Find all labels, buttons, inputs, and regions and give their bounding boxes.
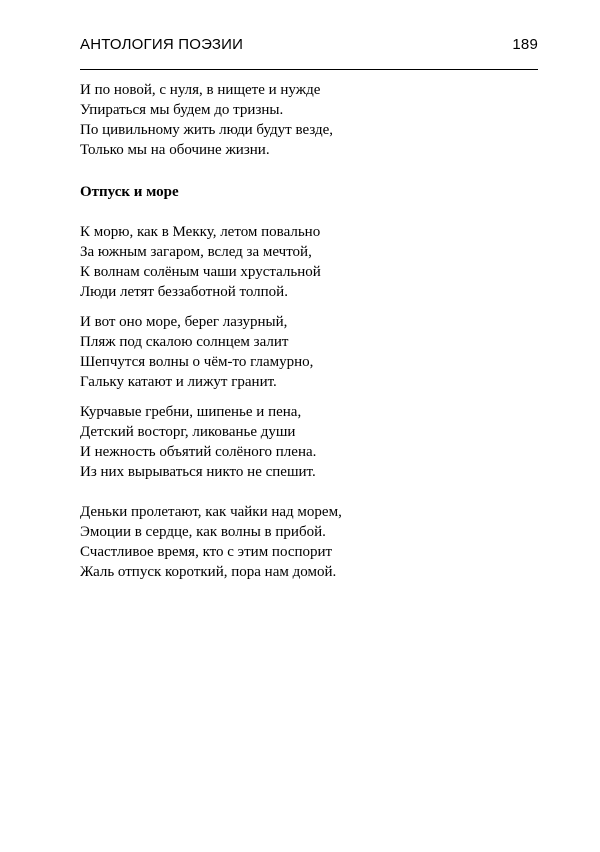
poem-title: Отпуск и море <box>80 184 179 200</box>
poem-line: Эмоции в сердце, как волны в прибой. <box>80 524 326 540</box>
poem-line: Из них вырываться никто не спешит. <box>80 464 316 480</box>
poem-line: По цивильному жить люди будут везде, <box>80 122 334 138</box>
stanza-2 <box>80 312 550 392</box>
running-title: АНТОЛОГИЯ ПОЭЗИИ <box>80 36 244 53</box>
poem-line: Шепчутся волны о чём-то гламурно, <box>80 354 314 370</box>
stanza-3 <box>80 402 550 482</box>
page-header <box>80 36 538 58</box>
poem-line: Только мы на обочине жизни. <box>80 142 270 158</box>
poem-line: Счастливое время, кто с этим поспорит <box>80 544 333 560</box>
poem-line: Люди летят беззаботной толпой. <box>80 284 288 300</box>
poem-line: К волнам солёным чаши хрустальной <box>80 264 321 280</box>
header-rule <box>80 69 538 70</box>
previous-poem-stanza <box>80 80 550 160</box>
stanza-1 <box>80 222 550 302</box>
poem-line: Курчавые гребни, шипенье и пена, <box>80 404 302 420</box>
poem-line: Упираться мы будем до тризны. <box>80 102 284 118</box>
poem-line: К морю, как в Мекку, летом повально <box>80 224 321 240</box>
poem-line: За южным загаром, вслед за мечтой, <box>80 244 312 260</box>
poem-line: Пляж под скалою солнцем залит <box>80 334 289 350</box>
poem-line: Детский восторг, ликованье души <box>80 424 296 440</box>
poem-line: Жаль отпуск короткий, пора нам домой. <box>80 564 337 580</box>
poem-line: И по новой, с нуля, в нищете и нужде <box>80 82 321 98</box>
poem-line: Деньки пролетают, как чайки над морем, <box>80 504 342 520</box>
stanza-4 <box>80 502 550 582</box>
page-body <box>80 80 550 582</box>
page-number: 189 <box>512 36 538 53</box>
poem-line: Гальку катают и лижут гранит. <box>80 374 277 390</box>
poem-line: И вот оно море, берег лазурный, <box>80 314 288 330</box>
poem-line: И нежность объятий солёного плена. <box>80 444 317 460</box>
